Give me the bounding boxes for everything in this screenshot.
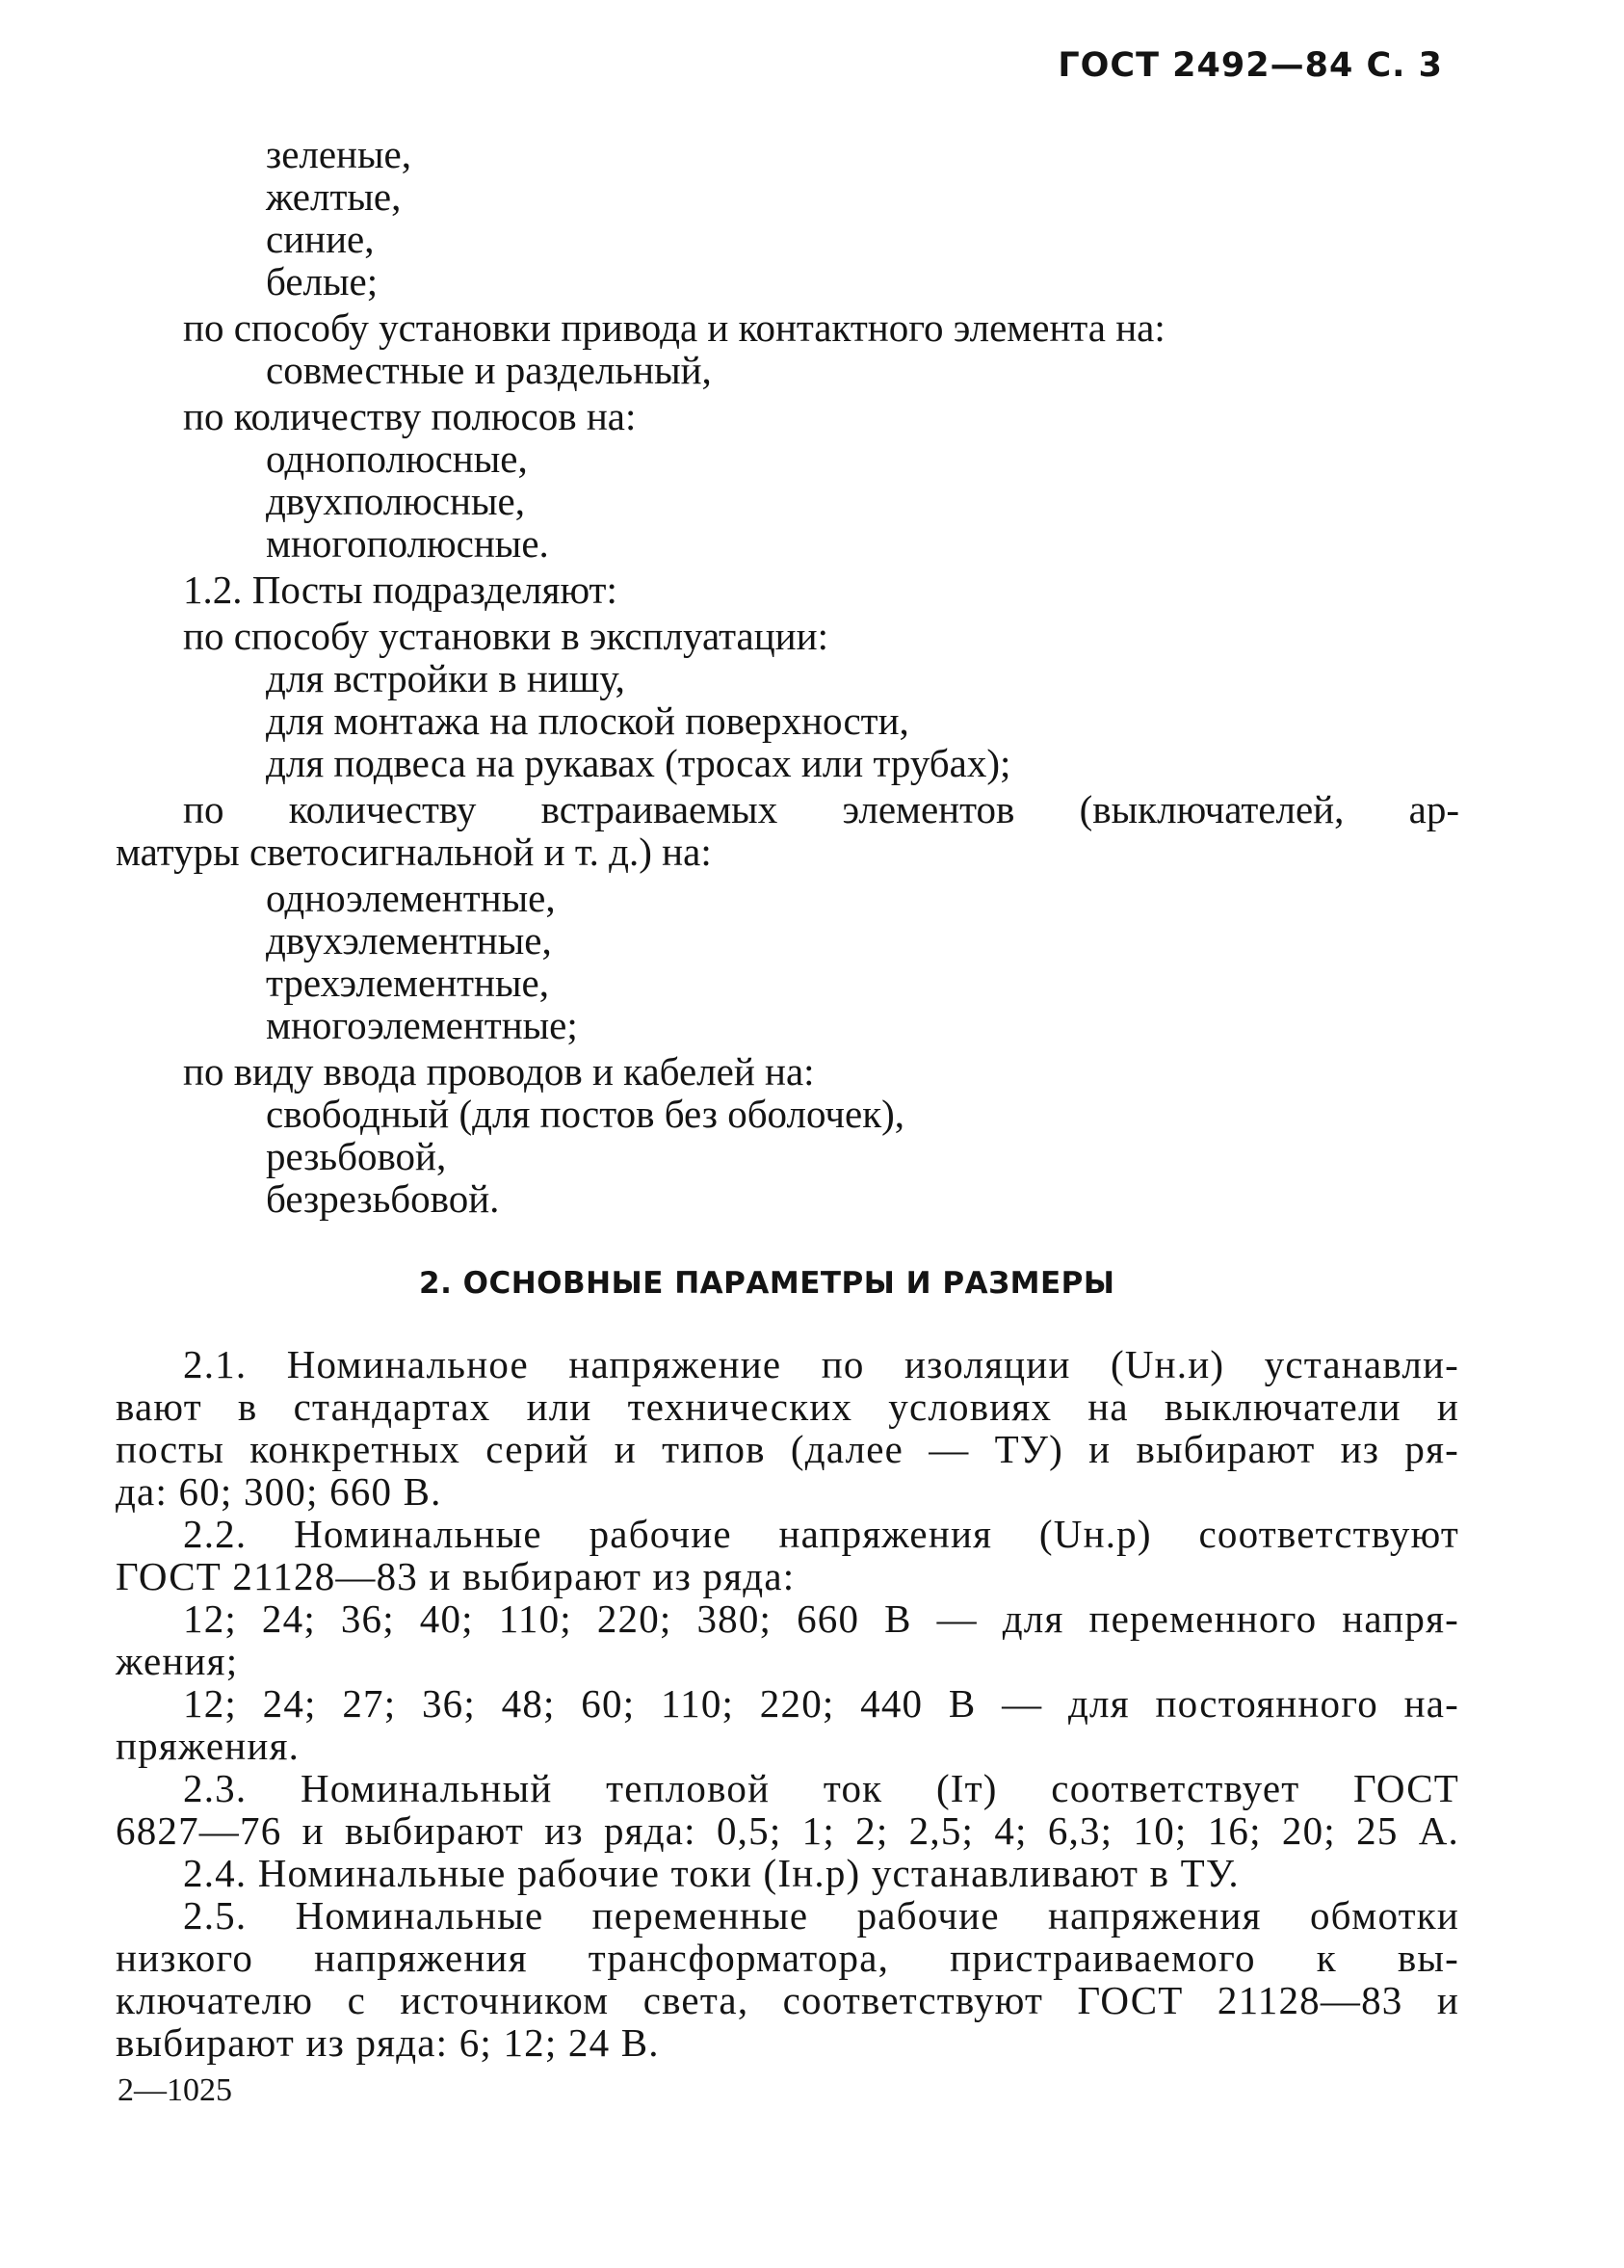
paragraph-line: 2.3. Номинальный тепловой ток (Iт) соответствует ГОСТ (183, 1766, 1459, 1810)
clause-2-5 (116, 1894, 1459, 2064)
paragraph-line: 2.1. Номинальное напряжение по изоляции (Uн.и) устанавли- (183, 1342, 1459, 1386)
paragraph-line: да: 60; 300; 660 В. (116, 1469, 442, 1514)
list-item: двухполюсные, (266, 479, 525, 523)
list-item: резьбовой, (266, 1134, 447, 1178)
clause-2-2 (116, 1513, 1459, 1767)
paragraph-line: 6827—76 и выбирают из ряда: 0,5; 1; 2; 2,5; 4; 6,3; 10; 16; 20; 25 А. (116, 1808, 1459, 1853)
section-title: 2. ОСНОВНЫЕ ПАРАМЕТРЫ И РАЗМЕРЫ (419, 1266, 1115, 1301)
list-item: совместные и раздельный, (266, 348, 712, 392)
group-entry (116, 1050, 1459, 1220)
paragraph-line: ГОСТ 21128—83 и выбирают из ряда: (116, 1554, 796, 1598)
paragraph-line: 2.2. Номинальные рабочие напряжения (Uн.р) соответствуют (183, 1512, 1459, 1556)
group-heading-continuation: матуры светосигнальной и т. д.) на: (116, 830, 712, 874)
clause-2-1 (116, 1343, 1459, 1513)
group-poles (116, 395, 1459, 565)
list-item: синие, (266, 217, 375, 261)
group-heading: по способу установки в эксплуатации: (183, 614, 828, 658)
list-item: однополюсные, (266, 436, 528, 481)
list-item: свободный (для постов без оболочек), (266, 1092, 905, 1136)
list-item: безрезьбовой. (266, 1176, 500, 1221)
group-heading: по количеству полюсов на: (183, 394, 637, 438)
print-mark: 2—1025 (118, 2072, 232, 2108)
list-colors (116, 133, 1459, 303)
paragraph-line: низкого напряжения трансформатора, пристраиваемого к вы- (116, 1936, 1459, 1980)
list-item: для монтажа на плоской поверхности, (266, 699, 909, 743)
list-item: многоэлементные; (266, 1003, 578, 1047)
list-item: одноэлементные, (266, 876, 556, 920)
paragraph-line: выбирают из ряда: 6; 12; 24 В. (116, 2020, 660, 2065)
paragraph-line: 12; 24; 36; 40; 110; 220; 380; 660 В — для переменного напря- (183, 1596, 1459, 1641)
paragraph-line: 12; 24; 27; 36; 48; 60; 110; 220; 440 В — для постоянного на- (183, 1681, 1459, 1726)
paragraph-line: пряжения. (116, 1724, 301, 1768)
paragraph-line: ключателю с источником света, соответствуют ГОСТ 21128—83 и (116, 1978, 1459, 2022)
paragraph-line: 2.4. Номинальные рабочие токи (Iн.р) устанавливают в ТУ. (183, 1851, 1240, 1895)
list-item: зеленые, (266, 132, 411, 176)
list-item: для встройки в нишу, (266, 656, 625, 700)
group-heading: по виду ввода проводов и кабелей на: (183, 1049, 815, 1094)
list-item: двухэлементные, (266, 918, 552, 963)
paragraph-line: вают в стандартах или технических условиях на выключатели и (116, 1385, 1459, 1429)
group-heading: по количеству встраиваемых элементов (выключателей, ар- (183, 787, 1459, 831)
group-heading: по способу установки привода и контактного элемента на: (183, 305, 1166, 350)
group-install (116, 306, 1459, 391)
list-item: трехэлементные, (266, 961, 549, 1005)
clause-2-3 (116, 1767, 1459, 1852)
running-header: ГОСТ 2492—84 С. 3 (1058, 46, 1443, 85)
list-item: белые; (266, 259, 379, 303)
list-item: для подвеса на рукавах (тросах или трубах); (266, 741, 1011, 785)
body-text (116, 133, 1459, 2064)
paragraph-line: посты конкретных серий и типов (далее — ТУ) и выбирают из ря- (116, 1427, 1459, 1471)
paragraph-line: 2.5. Номинальные переменные рабочие напряжения обмотки (183, 1893, 1459, 1938)
list-item: желтые, (266, 174, 402, 219)
group-elements (116, 788, 1459, 1046)
list-item: многополюсные. (266, 521, 549, 566)
clause-1-2: 1.2. Посты подразделяют: (183, 567, 617, 612)
clause-2-4 (116, 1852, 1459, 1894)
paragraph-line: жения; (116, 1639, 239, 1683)
group-mount (116, 615, 1459, 784)
